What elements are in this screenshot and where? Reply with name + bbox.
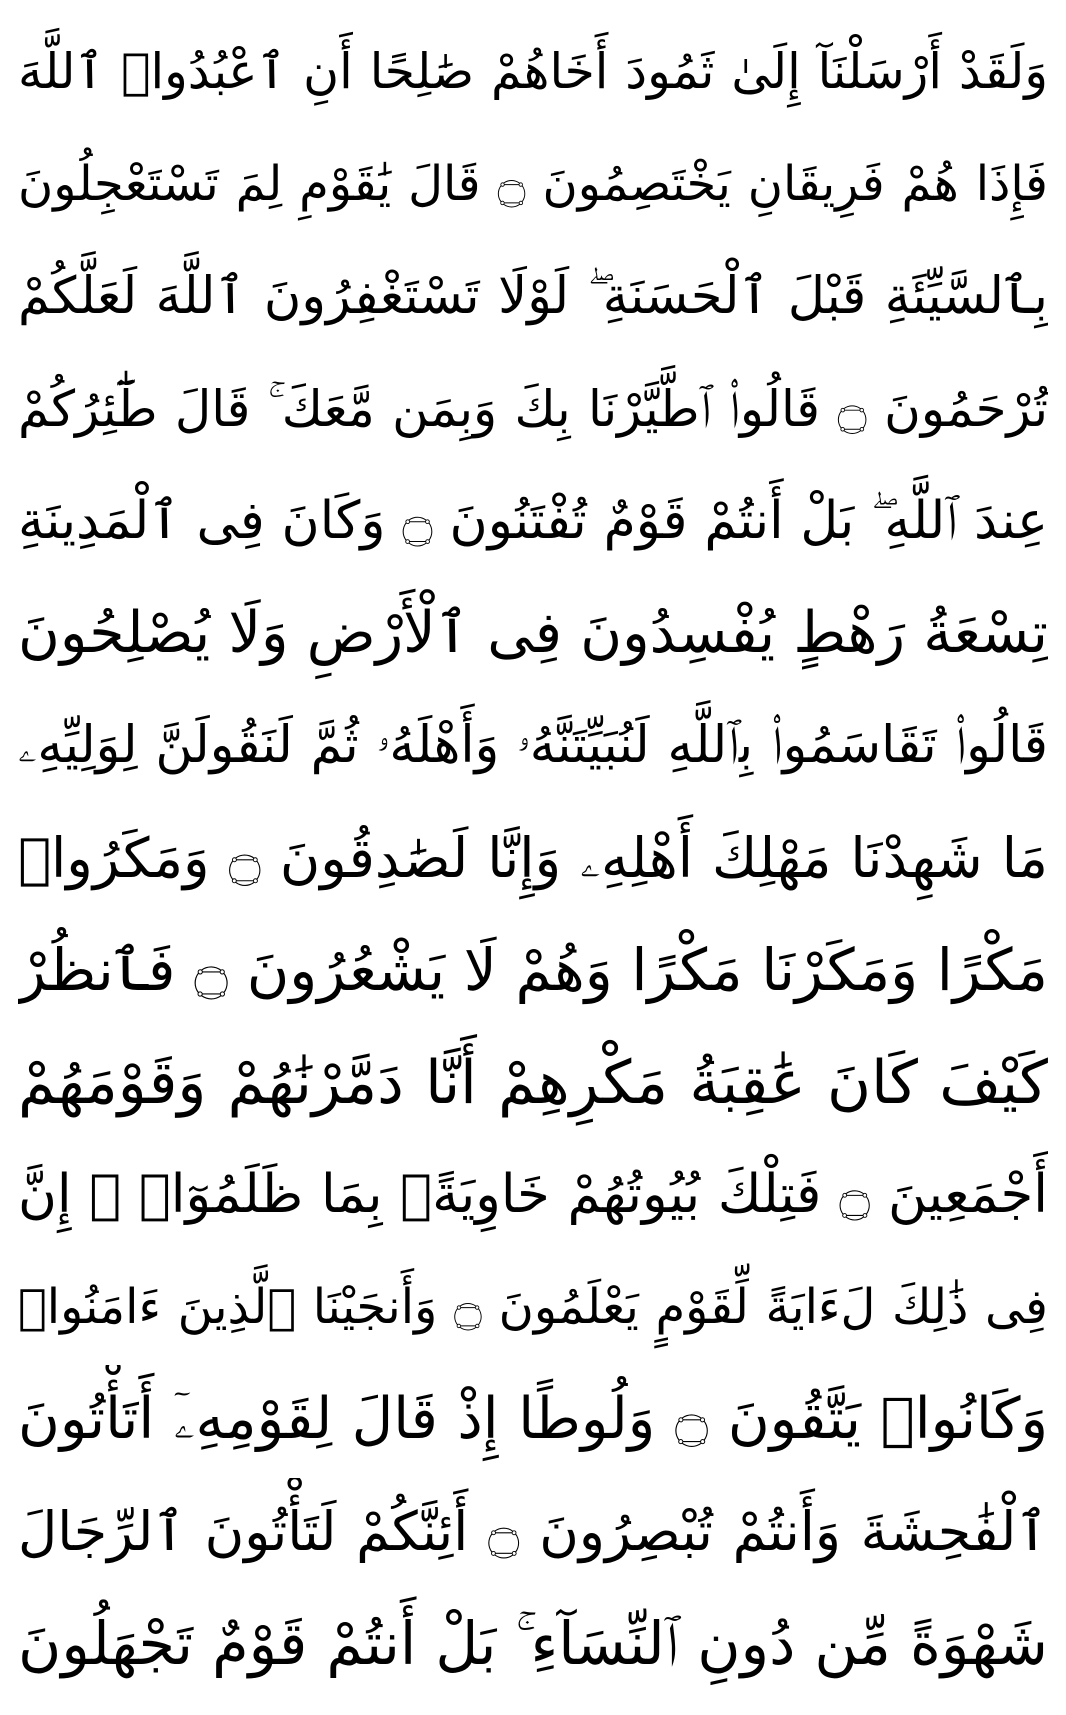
text-line-6: تِسْعَةُ رَهْطٍ يُفْسِدُونَ فِى ٱلْأَرْضِ وَلَا يُصْلِحُونَ	[18, 600, 1048, 667]
text-line-1: وَلَقَدْ أَرْسَلْنَآ إِلَىٰ ثَمُودَ أَخَاهُمْ صَٰلِحًا أَنِ ٱعْبُدُوا۟ ٱللَّهَ	[18, 43, 1048, 100]
text-line-5: عِندَ ٱللَّهِ ۖ بَلْ أَنتُمْ قَوْمٌ تُفْتَنُونَ ۝ وَكَانَ فِى ٱلْمَدِينَةِ	[18, 491, 1048, 552]
text-line-9: مَكْرًا وَمَكَرْنَا مَكْرًا وَهُمْ لَا يَشْعُرُونَ ۝ فَٱنظُرْ	[18, 936, 1048, 1005]
text-line-11: أَجْمَعِينَ ۝ فَتِلْكَ بُيُوتُهُمْ خَاوِيَةًۢ بِمَا ظَلَمُوٓا۟ ۗ إِنَّ	[18, 1163, 1048, 1225]
text-line-12: فِى ذَٰلِكَ لَءَايَةً لِّقَوْمٍ يَعْلَمُونَ ۝ وَأَنجَيْنَا ٱلَّذِينَ ءَامَنُوا۟	[18, 1279, 1048, 1336]
verse-lines	[18, 18, 1048, 1698]
text-line-4: تُرْحَمُونَ ۝ قَالُوا۟ ٱطَّيَّرْنَا بِكَ وَبِمَن مَّعَكَ ۚ قَالَ طَٰٓئِرُكُمْ	[18, 379, 1048, 438]
text-line-2: فَإِذَا هُمْ فَرِيقَانِ يَخْتَصِمُونَ ۝ قَالَ يَٰقَوْمِ لِمَ تَسْتَعْجِلُونَ	[18, 156, 1048, 213]
text-line-8: مَا شَهِدْنَا مَهْلِكَ أَهْلِهِۦ وَإِنَّا لَصَٰدِقُونَ ۝ وَمَكَرُوا۟	[18, 825, 1048, 890]
text-line-3: بِٱلسَّيِّئَةِ قَبْلَ ٱلْحَسَنَةِ ۖ لَوْلَا تَسْتَغْفِرُونَ ٱللَّهَ لَعَلَّكُمْ	[18, 266, 1048, 326]
text-line-10: كَيْفَ كَانَ عَٰقِبَةُ مَكْرِهِمْ أَنَّا دَمَّرْنَٰهُمْ وَقَوْمَهُمْ	[18, 1047, 1048, 1118]
text-line-15: شَهْوَةً مِّن دُونِ ٱلنِّسَآءِ ۚ بَلْ أَنتُمْ قَوْمٌ تَجْهَلُونَ	[18, 1608, 1048, 1678]
text-line-7: قَالُوا۟ تَقَاسَمُوا۟ بِٱللَّهِ لَنُبَيِّتَنَّهُۥ وَأَهْلَهُۥ ثُمَّ لَنَقُولَنَّ لِوَلِيِّهِۦ	[18, 715, 1048, 775]
text-line-13: وَكَانُوا۟ يَتَّقُونَ ۝ وَلُوطًا إِذْ قَالَ لِقَوْمِهِۦٓ أَتَأْتُونَ	[18, 1386, 1048, 1453]
text-line-14: ٱلْفَٰحِشَةَ وَأَنتُمْ تُبْصِرُونَ ۝ أَئِنَّكُمْ لَتَأْتُونَ ٱلرِّجَالَ	[18, 1499, 1048, 1563]
